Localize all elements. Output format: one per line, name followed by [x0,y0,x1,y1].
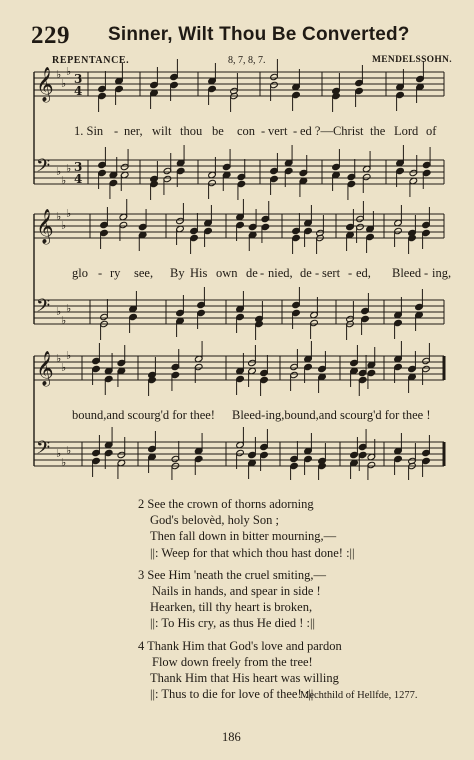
flat-sign: ♭ [61,174,67,187]
lyric-syllable: ry [110,266,121,280]
lyric-syllable: see, [134,266,154,280]
lyric-syllable: - [315,266,320,280]
lyric-syllable: ed ?—Christ [300,124,364,138]
lyric-phrase: bound,and scourg'd for thee! [72,408,215,422]
flat-sign: ♭ [66,444,72,457]
hymn-number: 229 [31,22,70,49]
time-signature: 3 [74,72,83,86]
flat-sign: ♭ [56,305,62,318]
lyric-syllable: de [246,266,258,280]
hymn-topic: REPENTANCE. [52,55,130,66]
bass-clef: 𝄢 [36,156,51,181]
flat-sign: ♭ [61,314,67,327]
lyric-syllable: of [426,124,437,138]
flat-sign: ♭ [66,207,72,220]
lyric-syllable: wilt [152,124,172,138]
verse-line: Hearken, till thy heart is broken, [150,600,313,615]
lyric-syllable: ner, [124,124,143,138]
lyric-syllable: nied, [268,266,293,280]
verse-3 [138,567,355,632]
lyric-phrase: Bleed-ing,bound,and scourg'd for thee ! [232,408,431,422]
lyric-syllable: - [98,266,103,280]
flat-sign: ♭ [61,361,67,374]
verse-line: Nails in hands, and spear in side ! [152,584,321,599]
hymn-composer: MENDELSSOHN. [372,55,452,65]
hymn-meter: 8, 7, 8, 7. [228,55,266,66]
lyric-syllable: thou [180,124,203,138]
verses [138,496,355,708]
flat-sign: ♭ [56,210,62,223]
lyric-syllable: - [424,266,429,280]
flat-sign: ♭ [61,456,67,469]
lyric-syllable: con [237,124,256,138]
verse-line: Then fall down in bitter mourning,— [150,529,337,544]
flat-sign: ♭ [61,77,67,90]
flat-sign: ♭ [56,352,62,365]
lyric-syllable: 1. Sin [74,124,104,138]
flat-sign: ♭ [66,349,72,362]
lyric-syllable: By [170,266,185,280]
lyric-syllable: - [261,124,266,138]
flat-sign: ♭ [66,162,72,175]
lyric-syllable: be [212,124,224,138]
flat-sign: ♭ [56,165,62,178]
treble-clef: 𝄞 [36,351,54,386]
lyric-syllable: the [370,124,386,138]
lyric-syllable: vert [268,124,288,138]
flat-sign: ♭ [56,447,62,460]
verse-line: ||: Thus to die for love of thee! :|| [150,687,314,702]
flat-sign: ♭ [66,302,72,315]
hymn-title: Sinner, Wilt Thou Be Converted? [108,24,410,45]
verse-line: God's belovèd, holy Son ; [150,513,279,528]
flat-sign: ♭ [56,68,62,81]
lyric-syllable: Bleed [392,266,422,280]
verse-line: Flow down freely from the tree! [152,654,313,669]
lyric-syllable: Lord [394,124,419,138]
lyric-syllable: - [114,124,119,138]
treble-clef: 𝄞 [36,67,54,102]
verse-line: 4 Thank Him that God's love and pardon [138,638,342,653]
verse-line: Thank Him that His heart was willing [150,671,339,686]
page-number: 186 [222,730,241,744]
treble-clef: 𝄞 [36,209,54,244]
flat-sign: ♭ [66,65,72,78]
time-signature: 4 [74,84,83,98]
attribution: Mechthild of Hellfde, 1277. [300,690,418,701]
lyric-syllable: - [260,266,265,280]
time-signature: 3 [74,160,83,174]
lyric-syllable: de [300,266,312,280]
lyric-syllable: - [293,124,298,138]
flat-sign: ♭ [61,219,67,232]
verse-line: ||: Weep for that which thou hast done! :|| [150,545,355,560]
lyric-syllable: own [216,266,238,280]
lyric-syllable: - [348,266,353,280]
verse-line: 3 See Him 'neath the cruel smiting,— [138,567,326,582]
verse-line: 2 See the crown of thorns adorning [138,497,314,511]
bass-clef: 𝄢 [36,296,51,321]
lyric-syllable: sert [322,266,341,280]
verse-line: ||: To His cry, as thus He died ! :|| [150,616,316,631]
lyric-syllable: ed, [356,266,371,280]
bass-clef: 𝄢 [36,438,51,463]
lyric-syllable: glo [72,266,88,280]
lyric-syllable: ing, [432,266,452,280]
time-signature: 4 [74,172,83,186]
lyric-syllable: His [190,266,208,280]
verse-2 [138,496,355,561]
